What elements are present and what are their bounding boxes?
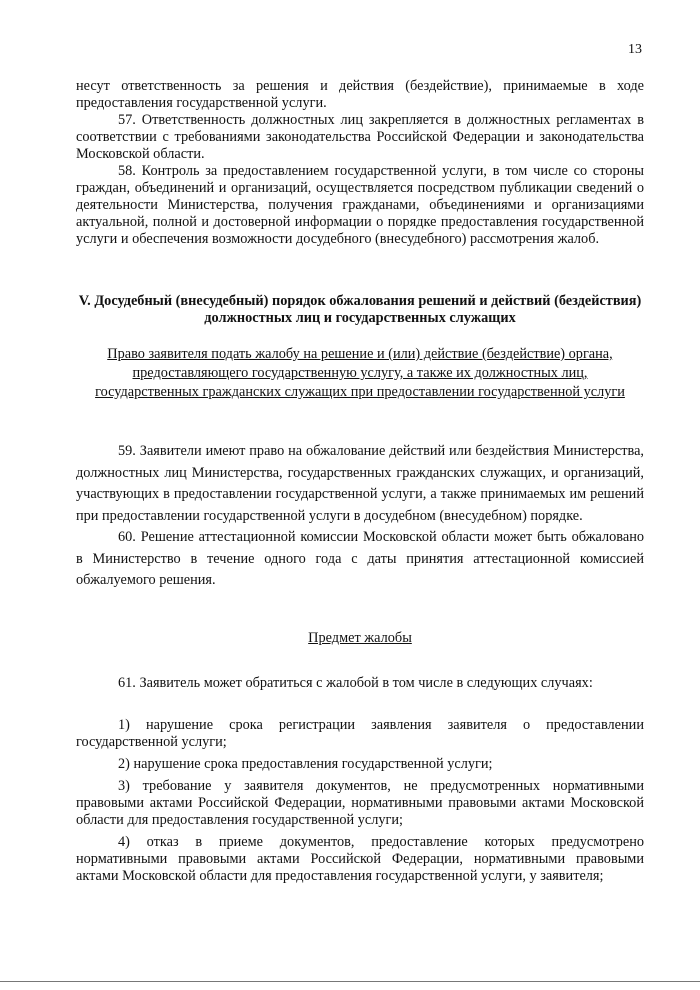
paragraph-60: 60. Решение аттестационной комиссии Московской области может быть обжаловано в Министерство в течение одного года с даты принятия аттестационной комиссией обжалуемого решения.	[76, 529, 644, 588]
subsection-heading	[84, 345, 636, 402]
paragraph-continuation: несут ответственность за решения и действия (бездействие), принимаемые в ходе предоставления государственной услуги.	[76, 78, 644, 111]
paragraph-61-block	[76, 673, 644, 695]
page-number: 13	[628, 42, 642, 57]
paragraph-58: 58. Контроль за предоставлением государственной услуги, в том числе со стороны граждан, объединений и организаций, осуществляется посредством публикации сведений о деятельности Министерства, получения гражданами, объединениями и организациями актуальной, полной и достоверной информации о порядке предоставления государственной услуги и обеспечения возможности досудебного (внесудебного) рассмотрения жалоб.	[76, 163, 644, 247]
section-title: V. Досудебный (внесудебный) порядок обжалования решений и действий (бездействия) должностных лиц и государственных служащих	[78, 293, 642, 326]
subject-heading	[76, 629, 644, 648]
list-item: 4) отказ в приеме документов, предоставление которых предусмотрено нормативными правовыми актами Российской Федерации, нормативными правовыми актами Московской области для предоставления государственной услуги, у заявителя;	[76, 834, 644, 884]
list-item: 1) нарушение срока регистрации заявления заявителя о предоставлении государственной услуги;	[76, 717, 644, 750]
top-paragraphs	[76, 78, 644, 248]
subject-title: Предмет жалобы	[308, 630, 412, 646]
mid-paragraphs	[76, 441, 644, 592]
paragraph-59: 59. Заявители имеют право на обжалование действий или бездействия Министерства, должностных лиц Министерства, государственных гражданских служащих, и организаций, участвующих в предоставлении государственной услуги, а также принимаемых им решений при предоставлении государственной услуги в досудебном (внесудебном) порядке.	[76, 443, 644, 524]
complaint-cases-list	[76, 717, 644, 885]
paragraph-61: 61. Заявитель может обратиться с жалобой в том числе в следующих случаях:	[118, 675, 593, 691]
section-heading	[76, 293, 644, 327]
list-item: 2) нарушение срока предоставления государственной услуги;	[118, 756, 493, 772]
subsection-title: Право заявителя подать жалобу на решение и (или) действие (бездействие) органа, предоставляющего государственную услугу, а также их должностных лиц, государственных гражданских служащих при предоставлении государственной услуги	[95, 346, 625, 400]
bottom-scan-edge	[0, 981, 700, 982]
paragraph-57: 57. Ответственность должностных лиц закрепляется в должностных регламентах в соответствии с требованиями законодательства Российской Федерации и законодательства Московской области.	[76, 112, 644, 162]
list-item: 3) требование у заявителя документов, не предусмотренных нормативными правовыми актами Российской Федерации, нормативными правовыми актами Московской области для предоставления государственной услуги;	[76, 778, 644, 828]
